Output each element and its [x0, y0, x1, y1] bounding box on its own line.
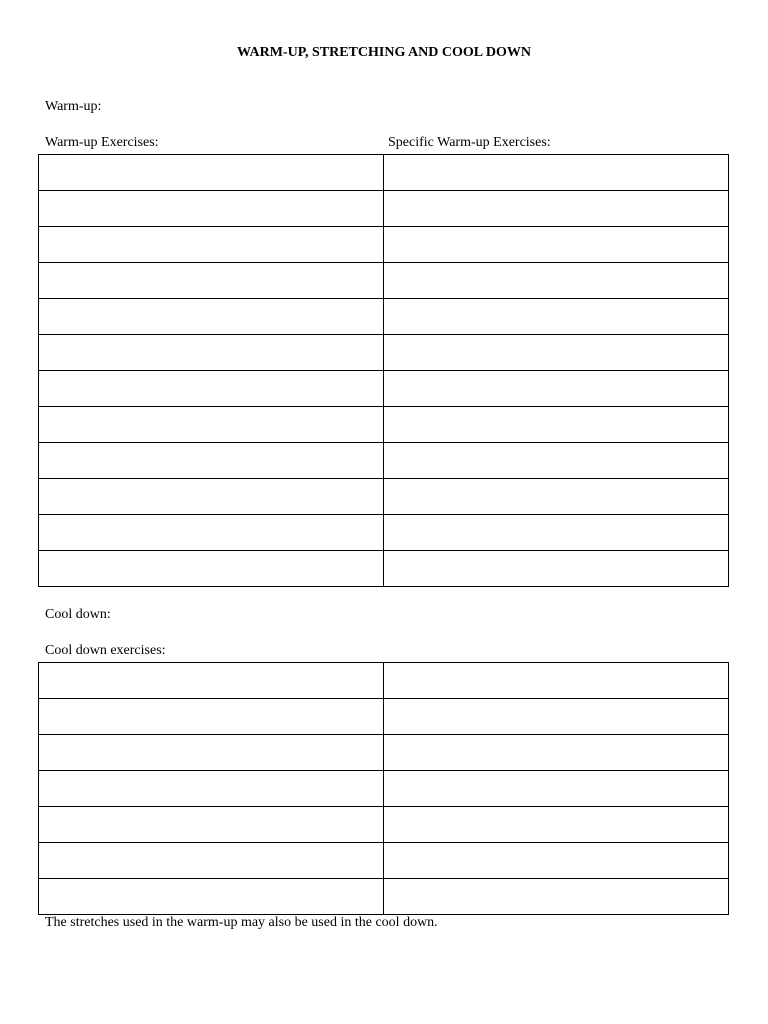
warmup-table-row: [39, 263, 729, 299]
warmup-table-row: [39, 299, 729, 335]
cooldown-table-cell: [39, 771, 384, 807]
warmup-table-cell: [39, 335, 384, 371]
warmup-table-row: [39, 371, 729, 407]
cooldown-table-cell: [384, 843, 729, 879]
warmup-table-row: [39, 479, 729, 515]
warmup-table-cell: [384, 263, 729, 299]
cooldown-table-row: [39, 771, 729, 807]
cooldown-table-row: [39, 807, 729, 843]
warmup-section-label: Warm-up:: [45, 99, 102, 114]
specific-warmup-exercises-label: Specific Warm-up Exercises:: [388, 135, 551, 150]
warmup-table-cell: [384, 551, 729, 587]
warmup-table-cell: [384, 443, 729, 479]
warmup-table-cell: [384, 515, 729, 551]
warmup-table-row: [39, 407, 729, 443]
warmup-table-row: [39, 227, 729, 263]
cooldown-table-cell: [39, 879, 384, 915]
warmup-table-row: [39, 335, 729, 371]
warmup-table-cell: [384, 299, 729, 335]
warmup-table-cell: [39, 299, 384, 335]
warmup-table-cell: [39, 479, 384, 515]
warmup-table-cell: [384, 155, 729, 191]
warmup-table-cell: [384, 479, 729, 515]
cooldown-table-cell: [384, 807, 729, 843]
warmup-table-cell: [39, 443, 384, 479]
cooldown-exercises-table: [38, 662, 729, 915]
warmup-table-cell: [39, 515, 384, 551]
cooldown-table-cell: [384, 879, 729, 915]
warmup-table-cell: [39, 551, 384, 587]
warmup-table-cell: [384, 371, 729, 407]
warmup-table-row: [39, 443, 729, 479]
cooldown-table-row: [39, 735, 729, 771]
cooldown-table-row: [39, 663, 729, 699]
warmup-table-cell: [39, 263, 384, 299]
warmup-table-cell: [39, 371, 384, 407]
cooldown-table-cell: [39, 807, 384, 843]
cooldown-section-label: Cool down:: [45, 607, 111, 622]
warmup-table-row: [39, 191, 729, 227]
warmup-exercises-label: Warm-up Exercises:: [45, 135, 159, 150]
cooldown-table-cell: [39, 663, 384, 699]
cooldown-table-cell: [39, 843, 384, 879]
cooldown-table-cell: [39, 699, 384, 735]
cooldown-table-cell: [384, 735, 729, 771]
warmup-table-row: [39, 551, 729, 587]
warmup-table-row: [39, 515, 729, 551]
cooldown-table-cell: [384, 699, 729, 735]
footer-note: The stretches used in the warm-up may also be used in the cool down.: [45, 915, 438, 930]
cooldown-exercises-label: Cool down exercises:: [45, 643, 166, 658]
page-title: WARM-UP, STRETCHING AND COOL DOWN: [237, 45, 531, 60]
cooldown-table-cell: [384, 663, 729, 699]
warmup-table-cell: [384, 227, 729, 263]
warmup-table-cell: [39, 191, 384, 227]
warmup-table-row: [39, 155, 729, 191]
cooldown-table-row: [39, 879, 729, 915]
warmup-exercises-table: [38, 154, 729, 587]
warmup-table-cell: [39, 155, 384, 191]
cooldown-table-cell: [384, 771, 729, 807]
cooldown-table-row: [39, 843, 729, 879]
warmup-table-cell: [39, 227, 384, 263]
warmup-table-cell: [384, 191, 729, 227]
cooldown-table-row: [39, 699, 729, 735]
warmup-table-cell: [384, 335, 729, 371]
warmup-table-cell: [39, 407, 384, 443]
cooldown-table-cell: [39, 735, 384, 771]
warmup-table-cell: [384, 407, 729, 443]
